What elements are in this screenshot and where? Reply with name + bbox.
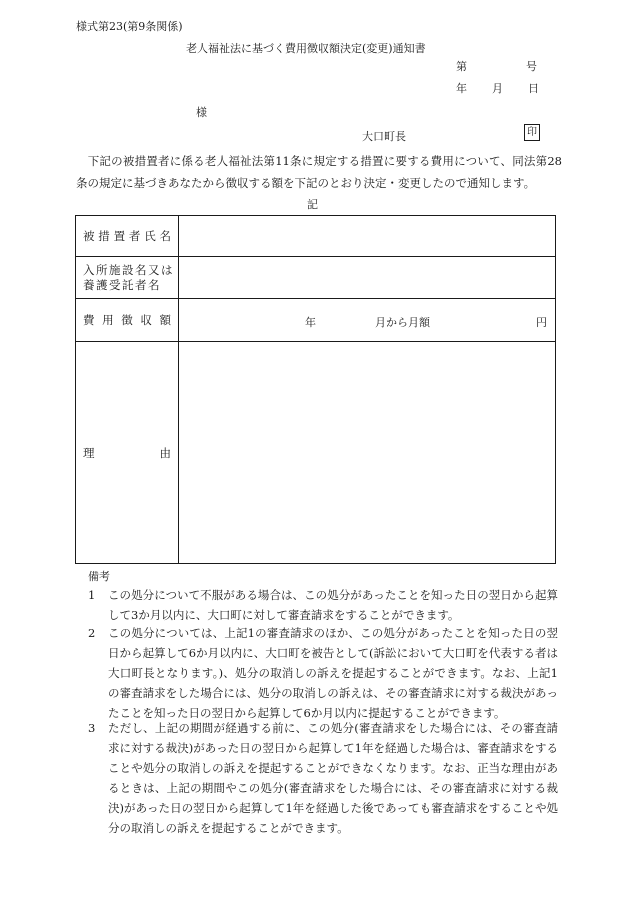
date-month-label: 月 [492, 82, 503, 95]
fee-monthly-label: 月から月額 [375, 316, 430, 329]
note-item [88, 718, 558, 838]
form-number: 様式第23(第9条関係) [76, 20, 183, 33]
label-char: 用 [102, 313, 114, 327]
fee-details-table [75, 215, 556, 564]
document-title: 老人福祉法に基づく費用徴収額決定(変更)通知書 [186, 42, 426, 55]
facility-label-line1: 入所施設名又は [83, 262, 174, 277]
label-char: 置 [113, 229, 126, 243]
reason-label-left: 理 [83, 445, 95, 460]
document-number-prefix: 第 [456, 60, 467, 73]
note-text: この処分について不服がある場合は、この処分があったことを知った日の翌日から起算して3か月以内に、大口町に対して審査請求をすることができます。 [108, 588, 558, 622]
notice-body-text: 下記の被措置者に係る老人福祉法第11条に規定する措置に要する費用について、同法第28条の規定に基づきあなたから徴収する額を下記のとおり決定・変更したので通知します。 [76, 154, 562, 190]
label-char: 措 [98, 229, 110, 243]
table-row-recipient-name [76, 216, 556, 257]
fee-label-cell [76, 299, 179, 342]
fee-year-label: 年 [305, 316, 316, 329]
fee-value-cell [179, 299, 556, 342]
reason-label-cell [76, 342, 179, 564]
addressee-honorific: 様 [196, 106, 207, 119]
reason-label [76, 445, 178, 461]
note-text: ただし、上記の期間が経過する前に、この処分(審査請求をした場合には、その審査請求に対する裁決)があった日の翌日から起算して1年を経過した場合は、審査請求をすることや処分の取消しの訴えを提起することができなくなります。なお、正当な理由があるときは、上記の期間やこの処分(審査請求をした場合には、その審査請求に対する裁決)があった日の翌日から起算して1年を経過した後であっても審査請求をすることや処分の取消しの訴えを提起することができます。 [108, 721, 558, 835]
date-year-label: 年 [456, 82, 467, 95]
reason-value [179, 342, 556, 564]
note-number: 2 [88, 626, 96, 640]
document-number-suffix: 号 [526, 60, 537, 73]
table-row-facility [76, 257, 556, 299]
notes-title: 備考 [88, 570, 110, 583]
label-char: 被 [83, 229, 95, 243]
note-item [88, 585, 558, 625]
label-char: 徴 [121, 313, 133, 327]
note-number: 3 [88, 721, 96, 735]
facility-value [179, 257, 556, 299]
label-char: 者 [128, 229, 141, 243]
recipient-name-label-cell [76, 216, 179, 257]
ki-heading: 記 [307, 198, 318, 211]
recipient-name-label [76, 228, 178, 244]
label-char: 氏 [144, 229, 156, 243]
note-item [88, 623, 558, 723]
fee-yen-label: 円 [536, 316, 547, 329]
table-row-reason [76, 342, 556, 564]
facility-label-cell [76, 257, 179, 299]
date-day-label: 日 [528, 82, 539, 95]
label-char: 費 [83, 313, 95, 327]
table-row-fee [76, 299, 556, 342]
facility-label-line2: 養護受託者名 [83, 277, 161, 292]
note-number: 1 [88, 588, 96, 602]
label-char: 額 [159, 313, 171, 327]
fee-label [76, 312, 178, 328]
reason-label-right: 由 [159, 445, 171, 460]
label-char: 名 [159, 229, 171, 243]
issuer-name: 大口町長 [362, 130, 406, 143]
label-char: 収 [140, 313, 152, 327]
note-text: この処分については、上記1の審査請求のほか、この処分があったことを知った日の翌日から起算して6か月以内に、大口町を被告として(訴訟において大口町を代表する者は大口町長となります。)、処分の取消しの訴えを提起することができます。なお、上記1の審査請求をした場合には、処分の取消しの訴えは、その審査請求に対する裁決があったことを知った日の翌日から起算して6か月以内に提起することができます。 [108, 626, 558, 720]
recipient-name-value [179, 216, 556, 257]
seal-mark: 印 [524, 124, 540, 141]
